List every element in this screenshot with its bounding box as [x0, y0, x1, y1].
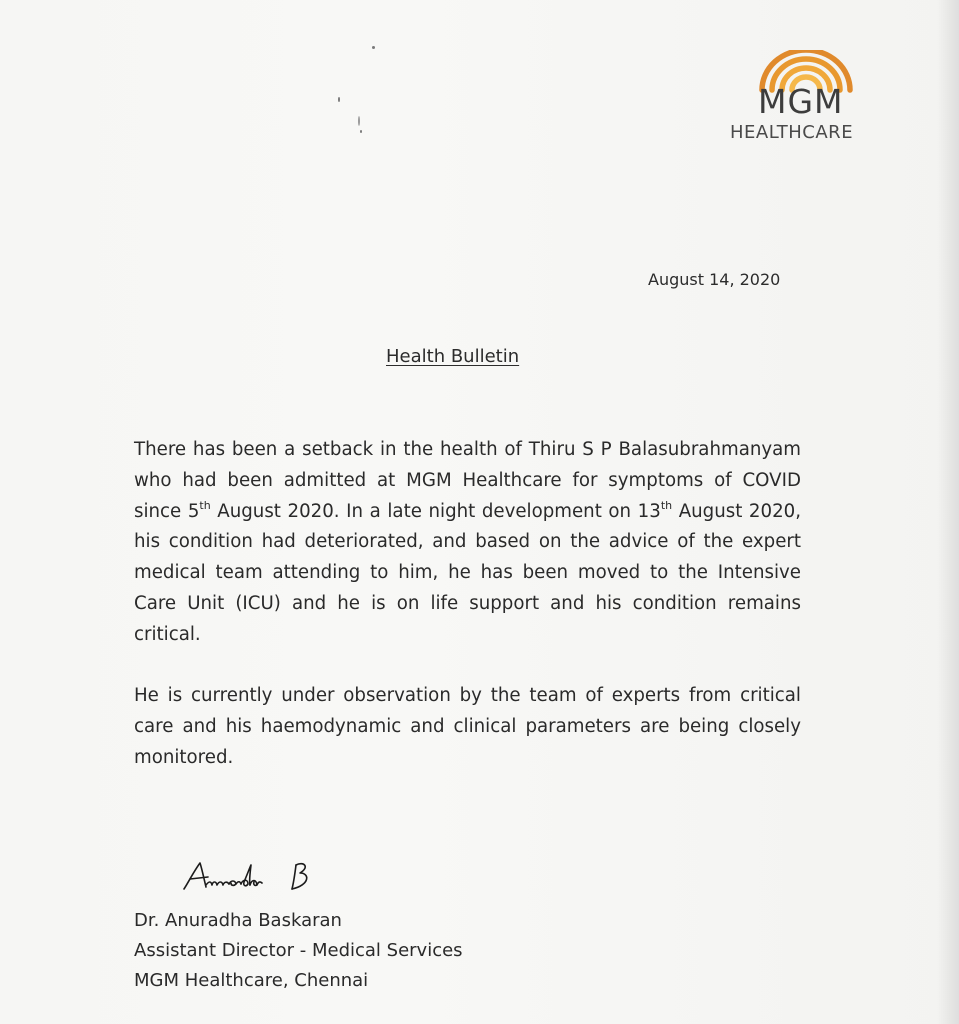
paragraph-text: August 2020. In a late night development on 13: [210, 500, 661, 522]
ordinal-suffix: th: [199, 498, 211, 512]
paragraph-text: August 2020, his condition had deteriorated, and based on the advice of the expert medical team attending to him, he has been moved to the Intensive Care Unit (ICU) and he is on life support and his condition remains critical.: [134, 500, 801, 645]
ordinal-suffix: th: [660, 498, 673, 512]
bulletin-paragraph-1: [134, 435, 801, 651]
signatory-block: [134, 906, 463, 996]
signatory-organization: MGM Healthcare, Chennai: [134, 970, 369, 991]
logo-brand-text: MGM: [758, 82, 844, 121]
scan-speck: [372, 46, 375, 49]
letter-date: August 14, 2020: [648, 270, 781, 289]
bulletin-paragraph-2: He is currently under observation by the team of experts from critical care and his haemodynamic and clinical parameters are being closely monitored.: [134, 685, 801, 768]
bulletin-heading: Health Bulletin: [386, 346, 520, 367]
paragraph-text: There has been a setback in the health of Thiru S P Balasubrahmanyam who had been admitted at MGM Healthcare for symptoms of COVID since 5: [134, 439, 801, 522]
scan-speck: [338, 97, 340, 102]
page-edge-shadow: [937, 0, 959, 1024]
signatory-title: Assistant Director - Medical Services: [134, 940, 463, 961]
handwritten-signature: [178, 855, 328, 899]
signatory-name: Dr. Anuradha Baskaran: [134, 910, 342, 931]
scan-speck: [358, 116, 360, 126]
logo-subtitle-text: HEALTHCARE: [730, 122, 854, 143]
mgm-healthcare-logo: [730, 50, 908, 150]
scan-speck: [360, 130, 362, 133]
